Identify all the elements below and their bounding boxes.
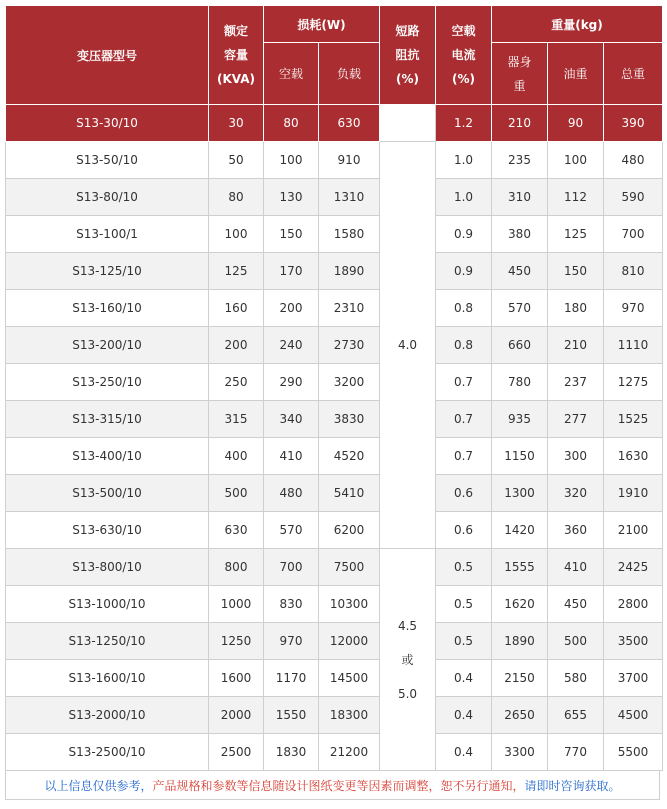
cell-model: S13-630/10 <box>6 512 209 549</box>
impedance-value: 5.0 <box>397 686 418 701</box>
cell-body: 2650 <box>492 697 548 734</box>
cell-oil: 125 <box>548 216 604 253</box>
header-current <box>436 6 492 105</box>
cell-capacity: 30 <box>209 105 264 142</box>
cell-load: 7500 <box>319 549 380 586</box>
cell-model: S13-80/10 <box>6 179 209 216</box>
cell-load: 1310 <box>319 179 380 216</box>
cell-model: S13-100/1 <box>6 216 209 253</box>
cell-load: 21200 <box>319 734 380 771</box>
cell-capacity: 400 <box>209 438 264 475</box>
cell-capacity: 1000 <box>209 586 264 623</box>
cell-total: 1525 <box>604 401 663 438</box>
cell-current: 0.7 <box>436 364 492 401</box>
cell-body: 935 <box>492 401 548 438</box>
table-row <box>6 734 663 771</box>
cell-total: 2425 <box>604 549 663 586</box>
table-row <box>6 475 663 512</box>
cell-total: 4500 <box>604 697 663 734</box>
header-weight-total: 总重 <box>604 43 663 105</box>
header-impedance <box>380 6 436 105</box>
cell-noload: 200 <box>264 290 319 327</box>
cell-impedance <box>380 549 436 771</box>
cell-body: 1420 <box>492 512 548 549</box>
cell-current: 1.2 <box>436 105 492 142</box>
header-weight-body-line: 重 <box>513 78 526 93</box>
header-weight: 重量(kg) <box>492 6 663 43</box>
table-row <box>6 142 663 179</box>
table-row <box>6 549 663 586</box>
cell-total: 970 <box>604 290 663 327</box>
cell-capacity: 500 <box>209 475 264 512</box>
cell-current: 0.4 <box>436 697 492 734</box>
cell-oil: 112 <box>548 179 604 216</box>
cell-capacity: 160 <box>209 290 264 327</box>
cell-capacity: 1250 <box>209 623 264 660</box>
cell-capacity: 250 <box>209 364 264 401</box>
cell-noload: 130 <box>264 179 319 216</box>
cell-total: 480 <box>604 142 663 179</box>
impedance-value: 4.0 <box>397 338 418 352</box>
cell-body: 235 <box>492 142 548 179</box>
cell-body: 2150 <box>492 660 548 697</box>
header-loss: 损耗(W) <box>264 6 380 43</box>
table-row <box>6 401 663 438</box>
table-row <box>6 364 663 401</box>
cell-total: 1630 <box>604 438 663 475</box>
cell-oil: 500 <box>548 623 604 660</box>
cell-model: S13-200/10 <box>6 327 209 364</box>
header-current-line: 空载 <box>451 24 476 38</box>
cell-oil: 770 <box>548 734 604 771</box>
cell-noload: 340 <box>264 401 319 438</box>
cell-model: S13-315/10 <box>6 401 209 438</box>
cell-body: 570 <box>492 290 548 327</box>
cell-load: 910 <box>319 142 380 179</box>
table-row <box>6 179 663 216</box>
cell-oil: 237 <box>548 364 604 401</box>
cell-oil: 100 <box>548 142 604 179</box>
cell-current: 0.7 <box>436 438 492 475</box>
cell-noload: 150 <box>264 216 319 253</box>
cell-noload: 1830 <box>264 734 319 771</box>
cell-body: 1150 <box>492 438 548 475</box>
cell-load: 4520 <box>319 438 380 475</box>
cell-model: S13-30/10 <box>6 105 209 142</box>
cell-capacity: 2000 <box>209 697 264 734</box>
cell-noload: 80 <box>264 105 319 142</box>
cell-load: 630 <box>319 105 380 142</box>
cell-current: 1.0 <box>436 142 492 179</box>
cell-model: S13-500/10 <box>6 475 209 512</box>
cell-current: 0.9 <box>436 253 492 290</box>
cell-capacity: 200 <box>209 327 264 364</box>
cell-current: 0.8 <box>436 327 492 364</box>
cell-body: 3300 <box>492 734 548 771</box>
cell-oil: 450 <box>548 586 604 623</box>
cell-current: 0.7 <box>436 401 492 438</box>
cell-load: 3830 <box>319 401 380 438</box>
disclaimer-part2: 产品规格和参数等信息随设计图纸变更等因素而调整，恕不另行通知， <box>152 778 525 793</box>
table-row <box>6 438 663 475</box>
cell-oil: 180 <box>548 290 604 327</box>
header-impedance-line: 阻抗 <box>395 48 420 62</box>
cell-current: 0.8 <box>436 290 492 327</box>
cell-load: 1890 <box>319 253 380 290</box>
table-row <box>6 623 663 660</box>
header-capacity-line: 额定 <box>223 24 248 38</box>
cell-noload: 290 <box>264 364 319 401</box>
header-model: 变压器型号 <box>6 6 209 105</box>
cell-load: 18300 <box>319 697 380 734</box>
header-weight-body <box>492 43 548 105</box>
cell-noload: 100 <box>264 142 319 179</box>
cell-load: 12000 <box>319 623 380 660</box>
cell-load: 1580 <box>319 216 380 253</box>
cell-total: 5500 <box>604 734 663 771</box>
cell-model: S13-1000/10 <box>6 586 209 623</box>
cell-impedance-empty <box>380 105 436 142</box>
cell-body: 1555 <box>492 549 548 586</box>
cell-current: 1.0 <box>436 179 492 216</box>
header-weight-oil: 油重 <box>548 43 604 105</box>
header-impedance-line: (%) <box>396 72 419 86</box>
cell-current: 0.4 <box>436 660 492 697</box>
cell-noload: 570 <box>264 512 319 549</box>
cell-impedance <box>380 142 436 549</box>
cell-model: S13-1250/10 <box>6 623 209 660</box>
table-row <box>6 660 663 697</box>
cell-current: 0.6 <box>436 475 492 512</box>
cell-model: S13-250/10 <box>6 364 209 401</box>
cell-model: S13-160/10 <box>6 290 209 327</box>
cell-total: 2800 <box>604 586 663 623</box>
cell-body: 780 <box>492 364 548 401</box>
cell-model: S13-50/10 <box>6 142 209 179</box>
disclaimer-part1: 以上信息仅供参考， <box>44 778 153 793</box>
cell-capacity: 100 <box>209 216 264 253</box>
cell-model: S13-2500/10 <box>6 734 209 771</box>
cell-total: 1275 <box>604 364 663 401</box>
cell-oil: 410 <box>548 549 604 586</box>
cell-total: 3500 <box>604 623 663 660</box>
cell-load: 10300 <box>319 586 380 623</box>
cell-oil: 580 <box>548 660 604 697</box>
cell-total: 700 <box>604 216 663 253</box>
cell-load: 5410 <box>319 475 380 512</box>
cell-current: 0.6 <box>436 512 492 549</box>
impedance-value: 或 <box>401 652 414 667</box>
cell-oil: 655 <box>548 697 604 734</box>
cell-load: 2730 <box>319 327 380 364</box>
cell-current: 0.5 <box>436 586 492 623</box>
cell-model: S13-125/10 <box>6 253 209 290</box>
table-row <box>6 586 663 623</box>
header-capacity-line: (KVA) <box>216 72 256 86</box>
cell-noload: 240 <box>264 327 319 364</box>
cell-noload: 970 <box>264 623 319 660</box>
cell-total: 2100 <box>604 512 663 549</box>
cell-capacity: 1600 <box>209 660 264 697</box>
table-row <box>6 327 663 364</box>
cell-body: 310 <box>492 179 548 216</box>
cell-total: 1110 <box>604 327 663 364</box>
cell-body: 380 <box>492 216 548 253</box>
cell-capacity: 800 <box>209 549 264 586</box>
cell-total: 810 <box>604 253 663 290</box>
header-loss-noload: 空载 <box>264 43 319 105</box>
cell-body: 1620 <box>492 586 548 623</box>
cell-oil: 210 <box>548 327 604 364</box>
cell-noload: 410 <box>264 438 319 475</box>
cell-current: 0.9 <box>436 216 492 253</box>
cell-capacity: 80 <box>209 179 264 216</box>
table-row <box>6 105 663 142</box>
cell-oil: 150 <box>548 253 604 290</box>
cell-model: S13-2000/10 <box>6 697 209 734</box>
cell-load: 2310 <box>319 290 380 327</box>
transformer-spec-table <box>5 5 663 771</box>
cell-body: 1890 <box>492 623 548 660</box>
cell-noload: 1170 <box>264 660 319 697</box>
cell-total: 3700 <box>604 660 663 697</box>
cell-oil: 300 <box>548 438 604 475</box>
table-row <box>6 697 663 734</box>
cell-load: 14500 <box>319 660 380 697</box>
cell-body: 660 <box>492 327 548 364</box>
cell-noload: 480 <box>264 475 319 512</box>
disclaimer-note <box>5 770 660 800</box>
cell-current: 0.4 <box>436 734 492 771</box>
cell-noload: 830 <box>264 586 319 623</box>
table-row <box>6 290 663 327</box>
cell-total: 1910 <box>604 475 663 512</box>
header-capacity-line: 容量 <box>223 48 248 62</box>
cell-load: 6200 <box>319 512 380 549</box>
cell-body: 450 <box>492 253 548 290</box>
header-impedance-line: 短路 <box>395 24 420 38</box>
cell-body: 210 <box>492 105 548 142</box>
table-row <box>6 253 663 290</box>
table-row <box>6 512 663 549</box>
header-capacity <box>209 6 264 105</box>
disclaimer-part3: 请即时咨询获取。 <box>524 778 621 793</box>
cell-noload: 170 <box>264 253 319 290</box>
cell-total: 590 <box>604 179 663 216</box>
cell-model: S13-1600/10 <box>6 660 209 697</box>
cell-oil: 320 <box>548 475 604 512</box>
cell-capacity: 630 <box>209 512 264 549</box>
table-row <box>6 216 663 253</box>
cell-capacity: 50 <box>209 142 264 179</box>
cell-noload: 700 <box>264 549 319 586</box>
cell-current: 0.5 <box>436 549 492 586</box>
header-weight-body-line: 器身 <box>507 54 532 69</box>
cell-capacity: 125 <box>209 253 264 290</box>
cell-oil: 360 <box>548 512 604 549</box>
cell-capacity: 2500 <box>209 734 264 771</box>
cell-load: 3200 <box>319 364 380 401</box>
cell-oil: 90 <box>548 105 604 142</box>
header-loss-load: 负载 <box>319 43 380 105</box>
cell-noload: 1550 <box>264 697 319 734</box>
cell-body: 1300 <box>492 475 548 512</box>
cell-total: 390 <box>604 105 663 142</box>
cell-oil: 277 <box>548 401 604 438</box>
cell-capacity: 315 <box>209 401 264 438</box>
impedance-value: 4.5 <box>397 618 418 633</box>
cell-current: 0.5 <box>436 623 492 660</box>
header-current-line: 电流 <box>451 48 476 62</box>
cell-model: S13-400/10 <box>6 438 209 475</box>
header-current-line: (%) <box>452 72 475 86</box>
cell-model: S13-800/10 <box>6 549 209 586</box>
